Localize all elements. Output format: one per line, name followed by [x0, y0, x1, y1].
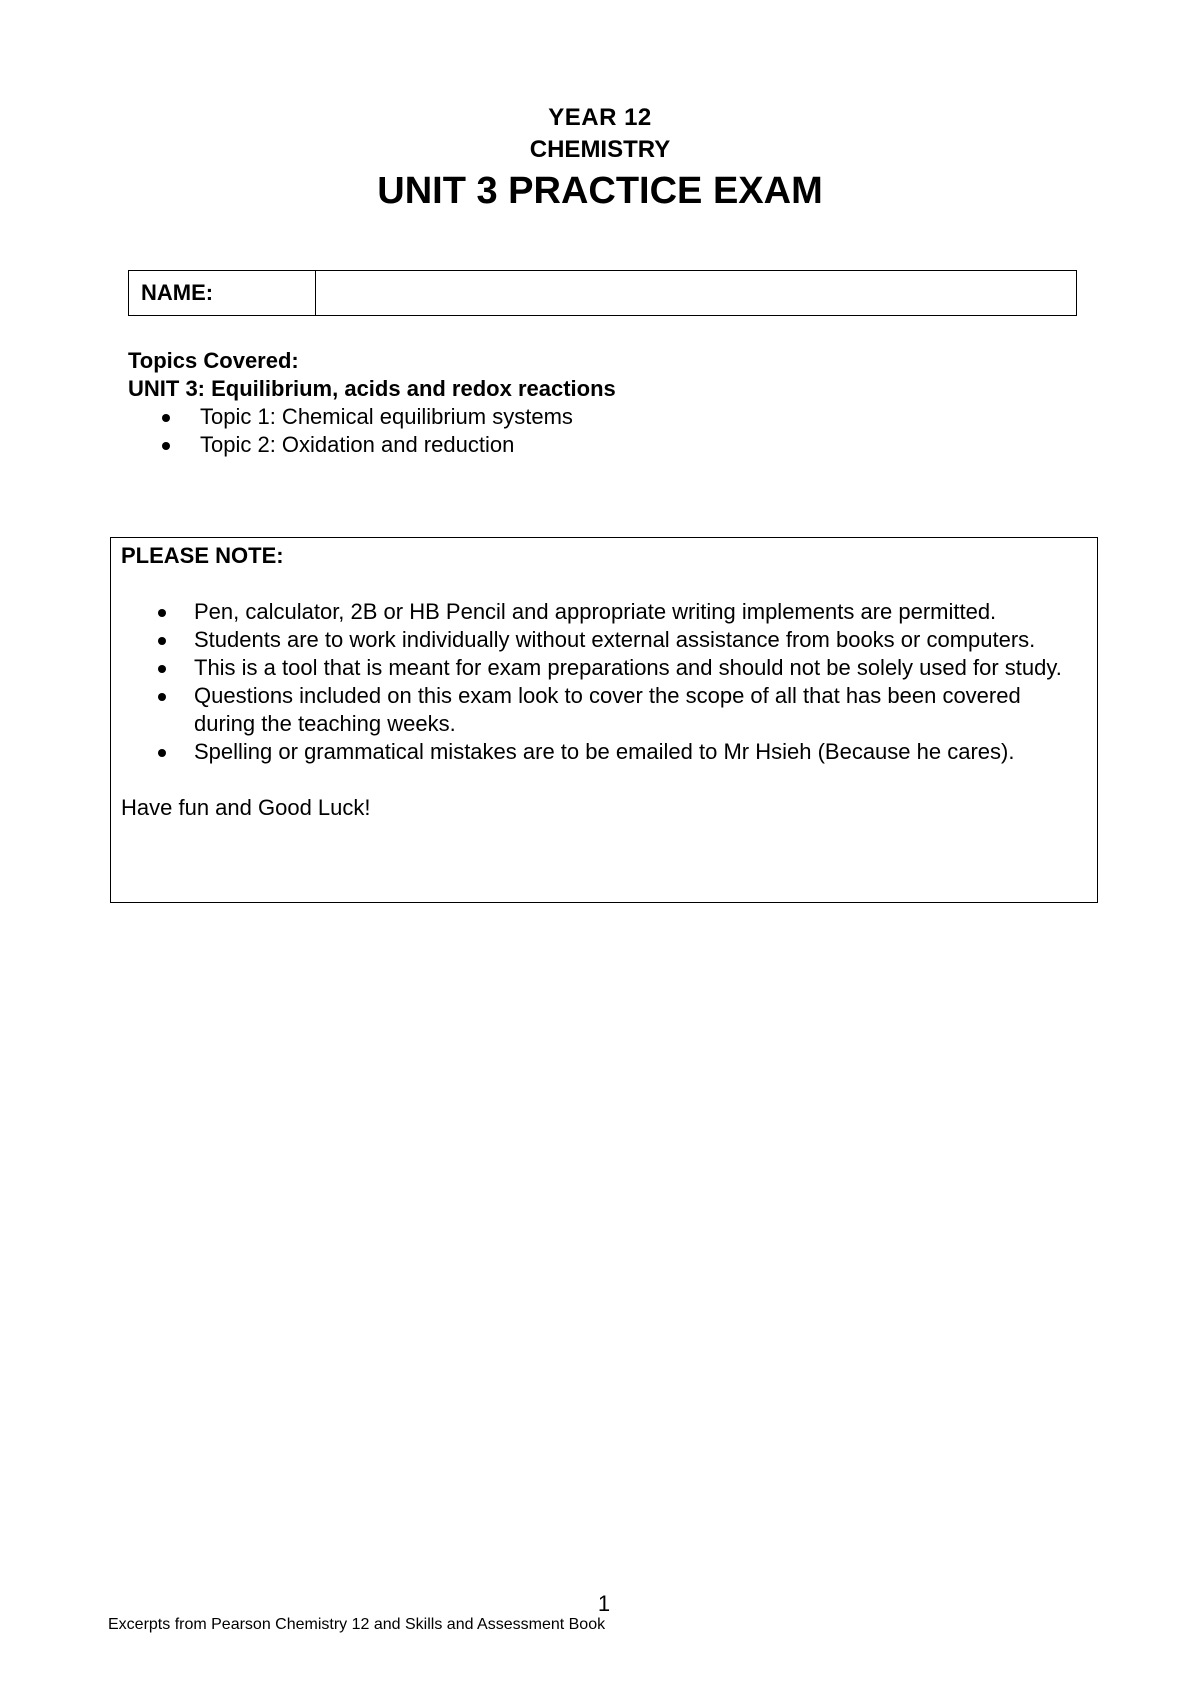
note-item-text: Pen, calculator, 2B or HB Pencil and appropriate writing implements are permitted.: [194, 599, 997, 624]
subject-heading: CHEMISTRY: [529, 136, 671, 163]
name-field[interactable]: [316, 271, 1076, 315]
topic-item-label: Topic 1: Chemical equilibrium systems: [200, 404, 573, 429]
bullet-icon: [158, 637, 166, 645]
bullet-icon: [158, 665, 166, 673]
list-item: [121, 654, 1087, 682]
list-item: [121, 738, 1087, 766]
page-number: 1: [597, 1591, 611, 1616]
list-item: [128, 431, 1028, 459]
topic-list: [128, 403, 1028, 459]
name-label: NAME:: [129, 271, 316, 315]
bullet-icon: [162, 442, 170, 450]
topics-section: [128, 347, 1028, 459]
bullet-icon: [158, 609, 166, 617]
note-heading: PLEASE NOTE:: [121, 543, 284, 568]
closing-text: Have fun and Good Luck!: [121, 795, 371, 820]
topic-item-label: Topic 2: Oxidation and reduction: [200, 432, 515, 457]
page-title: UNIT 3 PRACTICE EXAM: [377, 170, 823, 212]
bullet-icon: [162, 414, 170, 422]
bullet-icon: [158, 693, 166, 701]
year-heading: YEAR 12: [548, 104, 652, 131]
name-table: [128, 270, 1077, 316]
note-list: [121, 598, 1087, 766]
list-item: [121, 598, 1087, 626]
note-item-text: Questions included on this exam look to cover the scope of all that has been covered during the teaching weeks.: [194, 683, 1021, 736]
topics-heading: Topics Covered:: [128, 348, 299, 373]
please-note-box: [110, 537, 1098, 903]
bullet-icon: [158, 749, 166, 757]
list-item: [128, 403, 1028, 431]
list-item: [121, 626, 1087, 654]
note-item-text: Spelling or grammatical mistakes are to be emailed to Mr Hsieh (Because he cares).: [194, 739, 1015, 764]
unit-heading: UNIT 3: Equilibrium, acids and redox reactions: [128, 376, 616, 401]
note-item-text: This is a tool that is meant for exam preparations and should not be solely used for study.: [194, 655, 1062, 680]
footer-text: Excerpts from Pearson Chemistry 12 and Skills and Assessment Book: [108, 1616, 606, 1633]
list-item: [121, 682, 1087, 738]
note-item-text: Students are to work individually without external assistance from books or computers.: [194, 627, 1036, 652]
